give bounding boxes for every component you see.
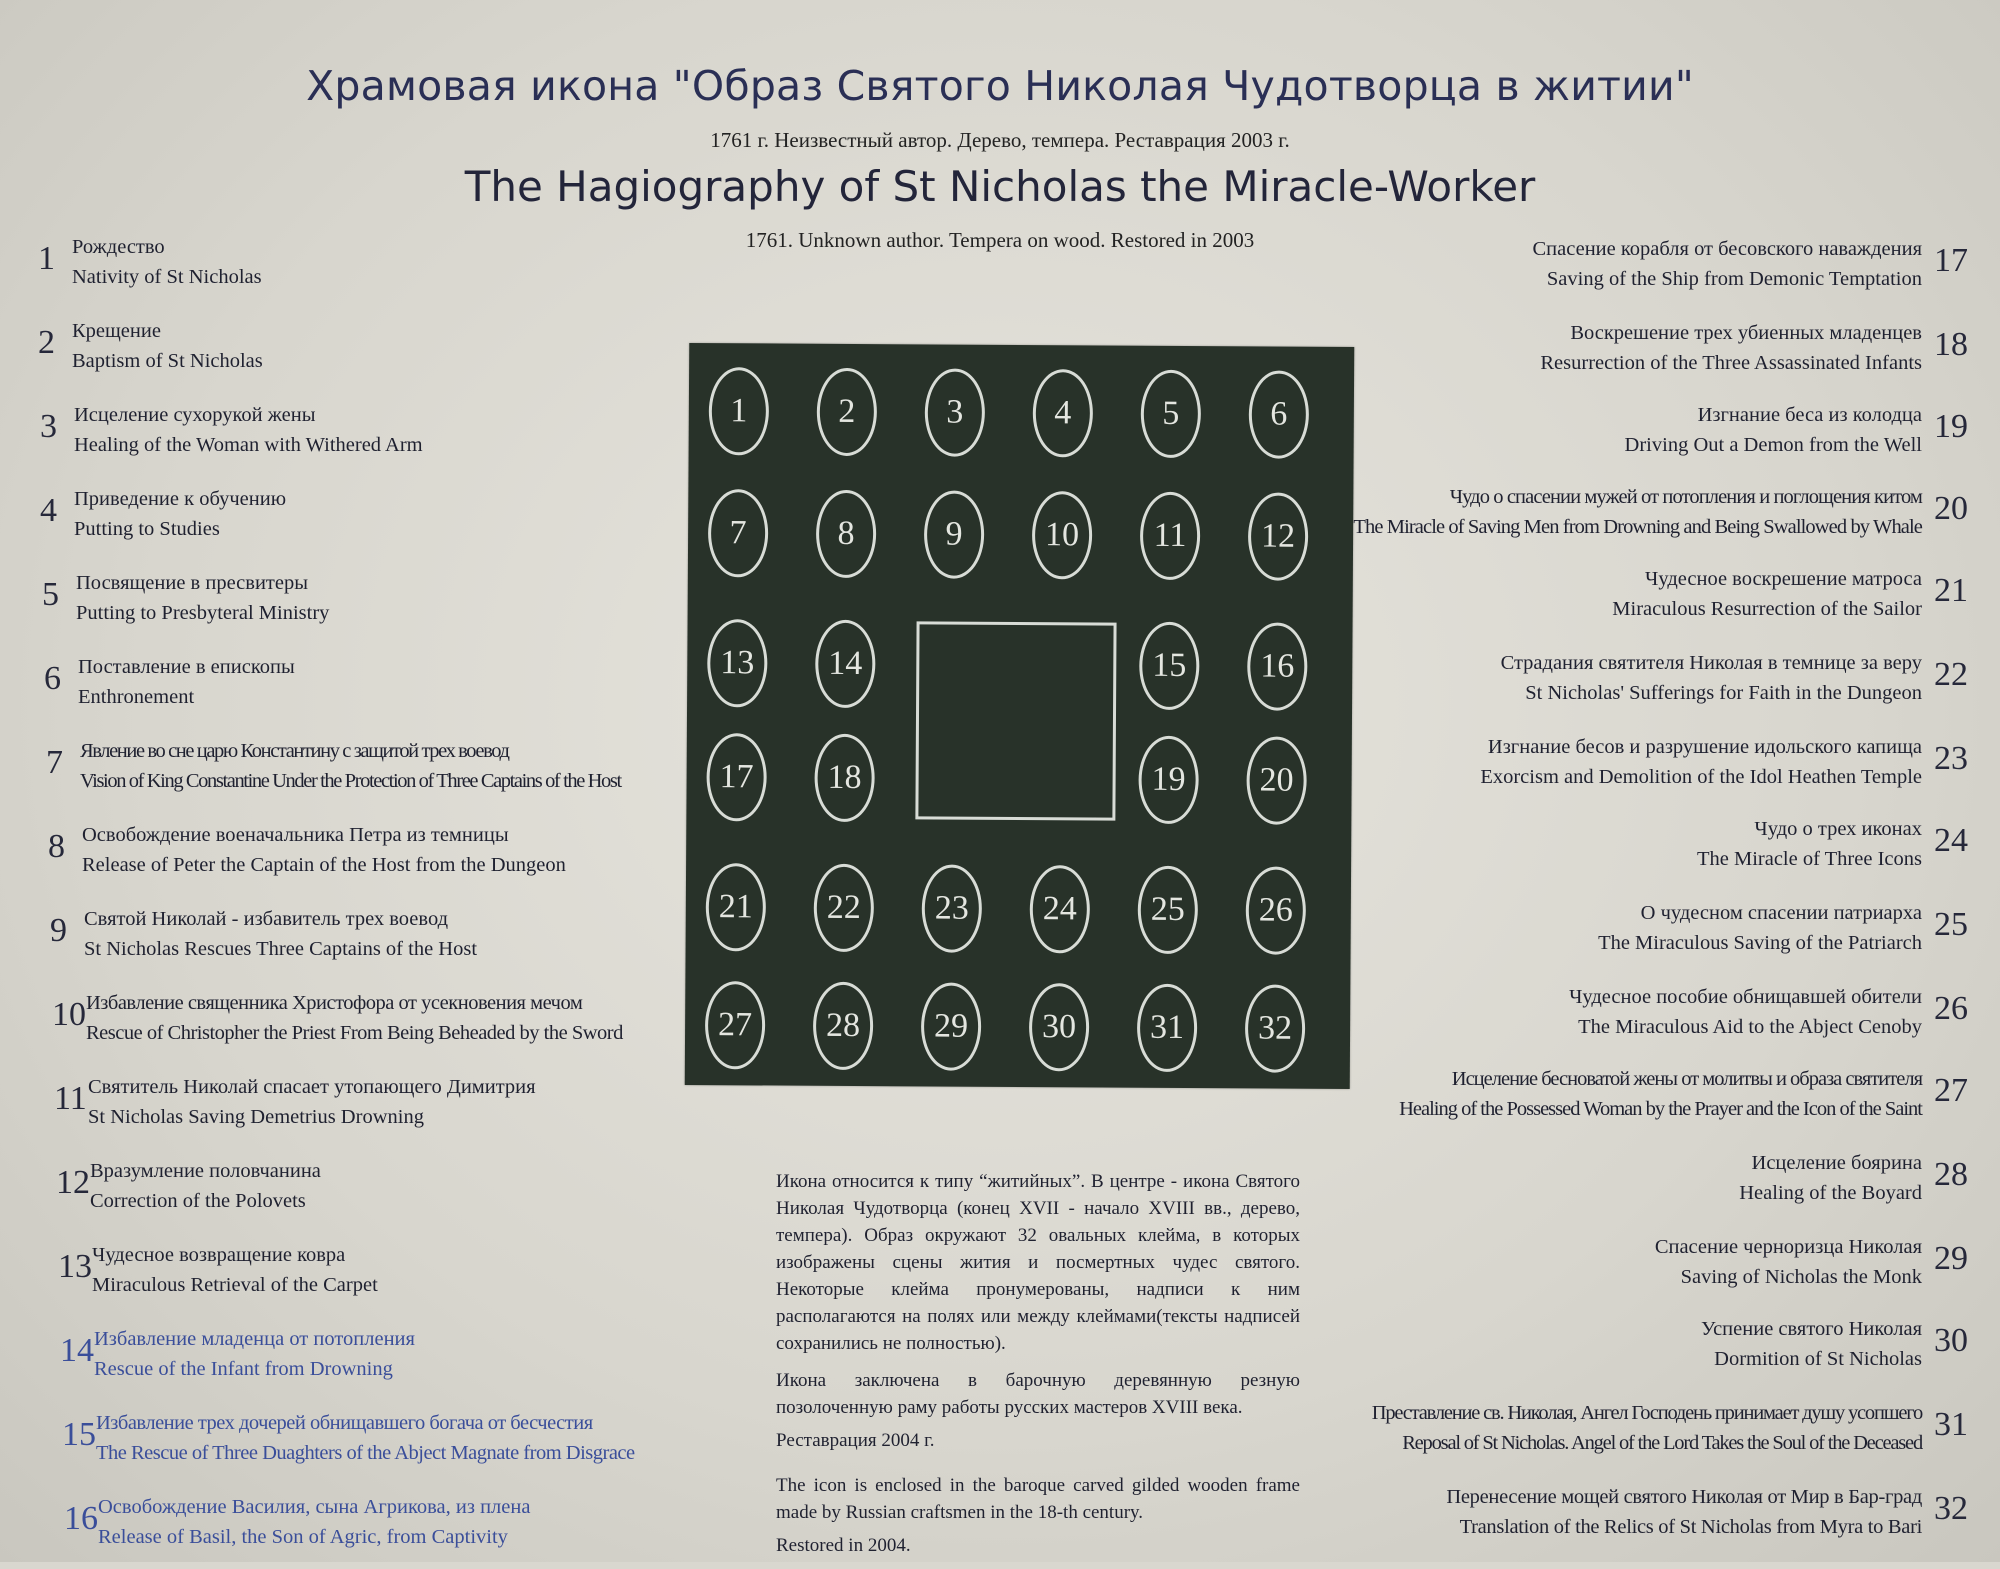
legend-number: 7: [46, 744, 63, 781]
legend-title-english: Healing of the Possessed Woman by the Prayer and the Icon of the Saint: [1399, 1098, 1922, 1120]
title-english: The Hagiography of St Nicholas the Miracle-Worker: [464, 162, 1536, 211]
legend-entry-16: [64, 1492, 530, 1562]
legend-title-russian: Явление во сне царю Константину с защитой трех воевод: [80, 740, 509, 762]
legend-title-russian: Спасение корабля от бесовского наваждения: [1532, 238, 1922, 260]
scheme-oval-20: 20: [1246, 736, 1307, 824]
scheme-oval-17: 17: [706, 733, 767, 821]
legend-entry-15: [62, 1408, 635, 1478]
scheme-oval-9: 9: [924, 490, 985, 578]
legend-number: 17: [1934, 242, 1968, 279]
scheme-oval-21: 21: [706, 863, 767, 951]
legend-entry-30: [1701, 1314, 1968, 1384]
legend-number: 32: [1934, 1490, 1968, 1527]
legend-title-english: St Nicholas Saving Demetrius Drowning: [88, 1106, 424, 1128]
legend-title-english: Miraculous Resurrection of the Sailor: [1612, 598, 1922, 620]
legend-entry-23: [1480, 732, 1968, 802]
legend-number: 16: [64, 1500, 98, 1537]
legend-title-russian: Спасение черноризца Николая: [1654, 1236, 1922, 1258]
legend-title-english: Putting to Studies: [74, 518, 220, 540]
legend-number: 4: [40, 492, 57, 529]
scheme-oval-16: 16: [1247, 622, 1308, 710]
legend-entry-7: [46, 736, 621, 806]
subtitle-russian: 1761 г. Неизвестный автор. Дерево, темпера. Реставрация 2003 г.: [710, 128, 1290, 152]
legend-entry-19: [1625, 400, 1968, 470]
legend-entry-6: [44, 652, 295, 722]
legend-entry-26: [1569, 982, 1968, 1052]
scheme-oval-32: 32: [1245, 984, 1306, 1072]
scheme-oval-14: 14: [815, 620, 876, 708]
legend-title-english: Enthronement: [78, 686, 195, 708]
legend-entry-1: [38, 232, 262, 302]
legend-number: 25: [1934, 906, 1968, 943]
scheme-oval-6: 6: [1249, 370, 1310, 458]
scheme-oval-4: 4: [1033, 369, 1094, 457]
legend-entry-14: [60, 1324, 415, 1394]
description-block: [776, 1168, 1300, 1569]
scheme-oval-30: 30: [1029, 983, 1090, 1071]
legend-number: 21: [1934, 572, 1968, 609]
legend-title-russian: Успение святого Николая: [1701, 1318, 1922, 1340]
legend-title-russian: Страдания святителя Николая в темнице за веру: [1500, 652, 1922, 674]
scheme-oval-13: 13: [707, 619, 768, 707]
legend-title-english: Driving Out a Demon from the Well: [1624, 434, 1922, 456]
legend-entry-9: [50, 904, 477, 974]
legend-number: 27: [1934, 1072, 1968, 1109]
legend-number: 6: [44, 660, 61, 697]
legend-number: 28: [1934, 1156, 1968, 1193]
legend-title-english: The Rescue of Three Duaghters of the Abject Magnate from Disgrace: [96, 1442, 635, 1464]
legend-title-english: Vision of King Constantine Under the Protection of Three Captains of the Host: [80, 770, 621, 792]
legend-title-russian: Чудо о спасении мужей от потопления и поглощения китом: [1449, 486, 1922, 508]
scheme-oval-15: 15: [1139, 622, 1200, 710]
legend-number: 14: [60, 1332, 94, 1369]
legend-title-russian: Исцеление сухорукой жены: [74, 404, 316, 426]
scheme-oval-3: 3: [925, 368, 986, 456]
legend-title-english: Putting to Presbyteral Ministry: [76, 602, 330, 624]
legend-entry-5: [42, 568, 329, 638]
legend-title-english: Release of Basil, the Son of Agric, from Captivity: [98, 1526, 508, 1548]
legend-entry-28: [1739, 1148, 1968, 1218]
legend-title-russian: Поставление в епископы: [78, 656, 295, 678]
legend-entry-22: [1501, 648, 1968, 718]
legend-title-english: Reposal of St Nicholas. Angel of the Lord Takes the Soul of the Deceased: [1402, 1432, 1922, 1454]
legend-title-english: Exorcism and Demolition of the Idol Heathen Temple: [1480, 766, 1922, 788]
legend-entry-25: [1598, 898, 1968, 968]
legend-title-english: Nativity of St Nicholas: [72, 266, 262, 288]
legend-number: 18: [1934, 326, 1968, 363]
scheme-oval-24: 24: [1030, 865, 1091, 953]
legend-title-english: Healing of the Woman with Withered Arm: [74, 434, 423, 456]
scheme-oval-29: 29: [921, 982, 982, 1070]
scheme-oval-26: 26: [1246, 866, 1307, 954]
legend-title-english: The Miraculous Saving of the Patriarch: [1598, 932, 1922, 954]
legend-number: 26: [1934, 990, 1968, 1027]
legend-number: 22: [1934, 656, 1968, 693]
legend-title-english: Correction of the Polovets: [90, 1190, 306, 1212]
scheme-oval-12: 12: [1248, 492, 1309, 580]
legend-title-english: Saving of Nicholas the Monk: [1680, 1266, 1922, 1288]
legend-entry-3: [40, 400, 423, 470]
legend-title-english: The Miracle of Saving Men from Drowning and Being Swallowed by Whale: [1353, 516, 1922, 538]
legend-title-russian: Изгнание бесов и разрушение идольского капища: [1487, 736, 1922, 758]
legend-entry-18: [1540, 318, 1968, 388]
legend-number: 15: [62, 1416, 96, 1453]
legend-entry-11: [54, 1072, 536, 1142]
scheme-oval-22: 22: [814, 864, 875, 952]
legend-title-russian: Приведение к обучению: [74, 488, 287, 510]
legend-title-russian: Крещение: [72, 320, 161, 342]
legend-number: 1: [38, 240, 55, 277]
scheme-oval-25: 25: [1138, 866, 1199, 954]
legend-number: 12: [56, 1164, 90, 1201]
legend-number: 13: [58, 1248, 92, 1285]
legend-title-english: Rescue of Christopher the Priest From Being Beheaded by the Sword: [86, 1022, 623, 1044]
legend-title-english: St Nicholas' Sufferings for Faith in the Dungeon: [1525, 682, 1922, 704]
legend-title-english: Translation of the Relics of St Nicholas from Myra to Bari: [1459, 1516, 1922, 1538]
legend-title-english: Saving of the Ship from Demonic Temptation: [1546, 268, 1922, 290]
legend-entry-20: [1353, 482, 1968, 552]
legend-title-english: The Miracle of Three Icons: [1696, 848, 1922, 870]
title-russian: Храмовая икона "Образ Святого Николая Чудотворца в житии": [306, 62, 1694, 110]
legend-title-english: Rescue of the Infant from Drowning: [94, 1358, 393, 1380]
scheme-oval-23: 23: [922, 864, 983, 952]
legend-number: 3: [40, 408, 57, 445]
legend-entry-12: [56, 1156, 321, 1226]
legend-number: 11: [54, 1080, 87, 1117]
legend-title-russian: Воскрешение трех убиенных младенцев: [1570, 322, 1922, 344]
legend-title-russian: Чудесное воскрешение матроса: [1645, 568, 1922, 590]
legend-title-russian: Рождество: [72, 236, 165, 258]
subtitle-english: 1761. Unknown author. Tempera on wood. Restored in 2003: [745, 228, 1255, 252]
legend-number: 29: [1934, 1240, 1968, 1277]
legend-entry-8: [48, 820, 566, 890]
description-en-1: The icon is enclosed in the baroque carved gilded wooden frame made by Russian craftsmen in the 18-th century.: [776, 1475, 1300, 1523]
legend-title-russian: Исцеление бесноватой жены от молитвы и образа святителя: [1451, 1068, 1922, 1090]
legend-title-russian: Перенесение мощей святого Николая от Мир в Бар-град: [1446, 1486, 1922, 1508]
legend-number: 10: [52, 996, 86, 1033]
scheme-oval-18: 18: [814, 734, 875, 822]
legend-number: 31: [1934, 1406, 1968, 1443]
legend-title-english: St Nicholas Rescues Three Captains of the Host: [84, 938, 478, 960]
scheme-oval-1: 1: [709, 367, 770, 455]
legend-entry-29: [1655, 1232, 1968, 1302]
icon-layout-scheme: [685, 343, 1355, 1089]
scheme-oval-10: 10: [1032, 491, 1093, 579]
legend-entry-24: [1697, 814, 1968, 884]
legend-entry-27: [1399, 1064, 1968, 1134]
legend-title-russian: Вразумление половчанина: [90, 1160, 321, 1182]
scheme-oval-19: 19: [1138, 736, 1199, 824]
legend-title-english: Release of Peter the Captain of the Host from the Dungeon: [82, 854, 566, 876]
scheme-oval-31: 31: [1137, 984, 1198, 1072]
legend-title-english: The Miraculous Aid to the Abject Cenoby: [1578, 1016, 1922, 1038]
legend-title-russian: Святитель Николай спасает утопающего Димитрия: [88, 1076, 536, 1098]
legend-title-russian: Преставление св. Николая, Ангел Господень принимает душу усопшего: [1371, 1402, 1922, 1424]
legend-title-russian: О чудесном спасении патриарха: [1640, 902, 1922, 924]
legend-entry-21: [1612, 564, 1968, 634]
legend-title-russian: Чудесное возвращение ковра: [92, 1244, 346, 1266]
description-en-restoration: Restored in 2004.: [776, 1535, 911, 1556]
scheme-oval-7: 7: [708, 489, 769, 577]
legend-title-russian: Избавление младенца от потопления: [94, 1328, 415, 1350]
legend-entry-13: [58, 1240, 378, 1310]
legend-entry-31: [1372, 1398, 1968, 1468]
legend-entry-10: [52, 988, 623, 1058]
legend-number: 5: [42, 576, 59, 613]
legend-number: 23: [1934, 740, 1968, 777]
description-ru-1: Икона относится к типу “житийных”. В центре - икона Святого Николая Чудотворца (конец XVII - начало XVIII вв., дерево, темпера). Образ окружают 32 овальных клейма, в которых изображены сцены жития и посмертных чудес святого. Некоторые клейма пронумерованы, надписи к ним располагаются на полях или между клеймами(тексты надписей сохранились не полностью).: [776, 1171, 1300, 1354]
legend-title-russian: Освобождение военачальника Петра из темницы: [82, 824, 509, 846]
legend-title-russian: Исцеление боярина: [1751, 1152, 1922, 1174]
scheme-oval-2: 2: [817, 368, 878, 456]
legend-number: 24: [1934, 822, 1968, 859]
scheme-oval-28: 28: [813, 982, 874, 1070]
legend-number: 9: [50, 912, 67, 949]
scheme-oval-5: 5: [1141, 370, 1202, 458]
legend-entry-32: [1446, 1482, 1968, 1552]
legend-number: 2: [38, 324, 55, 361]
legend-title-english: Baptism of St Nicholas: [72, 350, 263, 372]
legend-title-english: Dormition of St Nicholas: [1714, 1348, 1922, 1370]
legend-title-russian: Освобождение Василия, сына Агрикова, из плена: [98, 1496, 531, 1518]
legend-title-english: Resurrection of the Three Assassinated Infants: [1540, 352, 1922, 374]
scheme-oval-11: 11: [1140, 492, 1201, 580]
legend-entry-2: [38, 316, 263, 386]
scheme-oval-8: 8: [816, 490, 877, 578]
legend-number: 19: [1934, 408, 1968, 445]
description-ru-restoration: Реставрация 2004 г.: [776, 1430, 935, 1451]
legend-entry-17: [1533, 234, 1969, 304]
legend-title-english: Healing of the Boyard: [1739, 1182, 1922, 1204]
legend-title-russian: Избавление священника Христофора от усекновения мечом: [86, 992, 583, 1014]
central-icon-frame: [915, 621, 1116, 820]
description-ru-2: Икона заключена в барочную деревянную резную позолоченную раму работы русских мастеров XVIII века.: [776, 1370, 1300, 1418]
legend-title-russian: Посвящение в пресвитеры: [76, 572, 309, 594]
legend-title-russian: Чудесное пособие обнищавшей обители: [1569, 986, 1922, 1008]
legend-entry-4: [40, 484, 286, 554]
legend-title-russian: Изгнание беса из колодца: [1697, 404, 1922, 426]
legend-title-english: Miraculous Retrieval of the Carpet: [92, 1274, 378, 1296]
legend-title-russian: Избавление трех дочерей обнищавшего богача от бесчестия: [96, 1412, 593, 1434]
scheme-oval-27: 27: [705, 981, 766, 1069]
legend-title-russian: Чудо о трех иконах: [1754, 818, 1922, 840]
legend-title-russian: Святой Николай - избавитель трех воевод: [84, 908, 449, 930]
legend-number: 30: [1934, 1322, 1968, 1359]
legend-number: 8: [48, 828, 65, 865]
legend-number: 20: [1934, 490, 1968, 527]
